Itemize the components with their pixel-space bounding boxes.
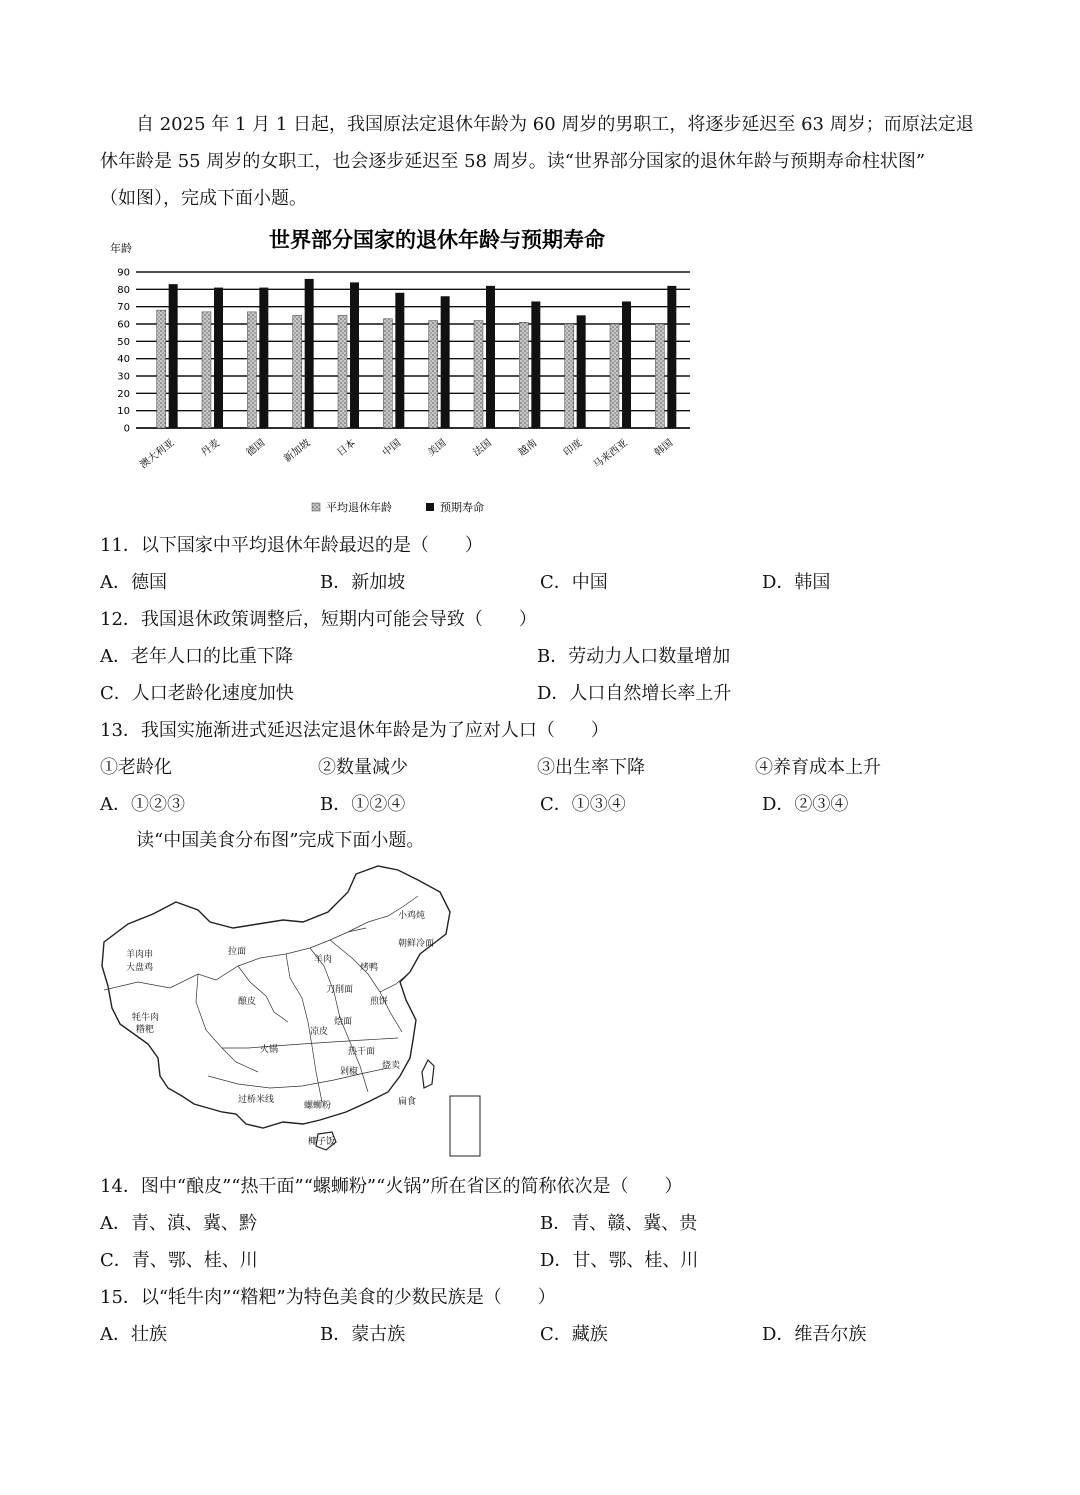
question-12-option-c[interactable]: C．人口老龄化速度加快	[100, 683, 294, 704]
question-11-option-d[interactable]: D．韩国	[762, 572, 831, 593]
bar-retirement-age	[429, 321, 438, 428]
intro-line-2: 休年龄是 55 周岁的女职工，也会逐步延迟至 58 周岁。读“世界部分国家的退休年龄与预期寿命柱状图”	[100, 151, 926, 172]
map-food-label: 拉面	[228, 947, 247, 957]
bar-life-expectancy	[350, 282, 359, 428]
legend-swatch-life-expectancy	[426, 503, 434, 511]
question-12-option-b[interactable]: B．劳动力人口数量增加	[537, 646, 731, 667]
chart-y-tick-label: 30	[117, 371, 130, 383]
bar-retirement-age	[519, 322, 528, 428]
bar-life-expectancy	[441, 296, 450, 428]
chart-x-tick-label: 德国	[244, 437, 268, 459]
question-13-stem: 13．我国实施渐进式延迟法定退休年龄是为了应对人口（ ）	[100, 720, 609, 741]
intro-line-3: （如图），完成下面小题。	[100, 188, 307, 209]
bar-retirement-age	[610, 324, 619, 428]
chart-x-tick-label: 日本	[335, 437, 358, 459]
question-11-option-c[interactable]: C．中国	[540, 572, 608, 593]
chart-x-tick-label: 美国	[425, 437, 449, 459]
chart-x-tick-label: 丹麦	[199, 437, 222, 459]
map-food-label: 火锅	[260, 1045, 279, 1055]
question-14-option-c[interactable]: C．青、鄂、桂、川	[100, 1250, 258, 1271]
question-12-option-a[interactable]: A．老年人口的比重下降	[100, 646, 293, 667]
chart-x-tick-label: 法国	[471, 437, 494, 459]
chart-y-tick-label: 60	[117, 319, 130, 331]
legend-label-life-expectancy: 预期寿命	[440, 501, 484, 514]
intro-line-1: 自 2025 年 1 月 1 日起，我国原法定退休年龄为 60 周岁的男职工，将逐步延迟至 63 周岁；而原法定退	[136, 114, 974, 135]
bar-retirement-age	[655, 324, 664, 428]
question-11-option-b[interactable]: B．新加坡	[320, 572, 406, 593]
question-13-item-2: ②数量减少	[318, 757, 408, 778]
question-14-option-b[interactable]: B．青、赣、冀、贵	[540, 1213, 698, 1234]
map-food-label: 小鸡炖	[398, 911, 426, 921]
question-14-option-a[interactable]: A．青、滇、冀、黔	[100, 1213, 257, 1234]
question-15-option-d[interactable]: D．维吾尔族	[762, 1324, 867, 1345]
bar-life-expectancy	[531, 301, 540, 428]
map-food-label: 煎饼	[370, 997, 389, 1007]
bar-retirement-age	[383, 319, 392, 428]
chart-title: 世界部分国家的退休年龄与预期寿命	[269, 228, 605, 252]
question-12-option-d[interactable]: D．人口自然增长率上升	[537, 683, 732, 704]
question-15-stem: 15．以“牦牛肉”“糌粑”为特色美食的少数民族是（ ）	[100, 1287, 556, 1308]
question-11-stem: 11．以下国家中平均退休年龄最迟的是（ ）	[100, 535, 483, 556]
question-13-option-b[interactable]: B．①②④	[320, 794, 406, 815]
chart-x-tick-label: 新加坡	[282, 437, 313, 465]
bar-retirement-age	[157, 310, 166, 428]
map-food-label: 凉皮	[310, 1027, 329, 1037]
chart-y-tick-label: 0	[123, 423, 130, 435]
map-intro: 读“中国美食分布图”完成下面小题。	[136, 830, 425, 851]
map-food-label: 烩面	[334, 1017, 353, 1027]
intro-paragraph	[100, 106, 990, 217]
retirement-age-chart	[100, 222, 710, 522]
map-food-label: 螺蛳粉	[304, 1101, 332, 1111]
map-food-label: 朝鲜冷面	[398, 939, 435, 949]
bar-retirement-age	[202, 312, 211, 428]
bar-life-expectancy	[667, 286, 676, 428]
chart-x-tick-label: 韩国	[652, 437, 676, 459]
map-food-label: 过桥米线	[238, 1095, 275, 1105]
question-14-option-d[interactable]: D．甘、鄂、桂、川	[540, 1250, 699, 1271]
legend-swatch-retirement-age	[312, 503, 320, 511]
bar-retirement-age	[474, 321, 483, 428]
bar-retirement-age	[247, 312, 256, 428]
chart-x-tick-label: 马来西亚	[591, 437, 630, 471]
question-13-option-a[interactable]: A．①②③	[100, 794, 185, 815]
bar-life-expectancy	[259, 288, 268, 428]
question-13-item-1: ①老龄化	[100, 757, 172, 778]
map-food-label: 烧卖	[382, 1061, 401, 1071]
map-food-label: 羊肉串	[126, 950, 154, 960]
china-outline	[102, 866, 450, 1128]
chart-y-axis-label: 年龄	[110, 242, 132, 255]
chart-y-tick-label: 40	[117, 354, 130, 366]
map-food-label: 羊肉	[314, 955, 333, 965]
map-food-label: 大盘鸡	[126, 963, 154, 973]
taiwan-island	[422, 1060, 434, 1088]
map-food-label: 剁椒	[340, 1067, 359, 1077]
map-food-label: 刀削面	[326, 985, 354, 995]
map-food-label: 糌粑	[136, 1025, 155, 1035]
question-13-option-d[interactable]: D．②③④	[762, 794, 849, 815]
bar-life-expectancy	[577, 315, 586, 428]
question-15-option-a[interactable]: A．壮族	[100, 1324, 167, 1345]
question-13-option-c[interactable]: C．①③④	[540, 794, 626, 815]
question-11-option-a[interactable]: A．德国	[100, 572, 167, 593]
chart-x-tick-label: 中国	[380, 437, 404, 459]
legend-label-retirement-age: 平均退休年龄	[326, 501, 392, 514]
map-food-label: 椰子饭	[308, 1137, 336, 1147]
bar-life-expectancy	[169, 284, 178, 428]
china-food-map	[98, 862, 488, 1162]
bar-retirement-age	[293, 315, 302, 428]
question-13-item-3: ③出生率下降	[537, 757, 645, 778]
map-food-label: 热干面	[348, 1047, 376, 1057]
bar-life-expectancy	[305, 279, 314, 428]
chart-x-tick-label: 印度	[561, 437, 585, 459]
map-food-label: 牦牛肉	[132, 1013, 160, 1023]
question-12-stem: 12．我国退休政策调整后，短期内可能会导致（ ）	[100, 609, 537, 630]
map-food-label: 酿皮	[238, 997, 257, 1007]
question-15-option-c[interactable]: C．藏族	[540, 1324, 608, 1345]
question-13-item-4: ④养育成本上升	[755, 757, 881, 778]
question-15-option-b[interactable]: B．蒙古族	[320, 1324, 406, 1345]
chart-y-tick-label: 70	[117, 302, 130, 314]
chart-y-tick-label: 50	[117, 336, 130, 348]
map-food-label: 扁食	[398, 1097, 417, 1107]
chart-x-tick-label: 越南	[516, 437, 540, 459]
bar-life-expectancy	[622, 301, 631, 428]
bar-life-expectancy	[486, 286, 495, 428]
chart-y-tick-label: 80	[117, 284, 130, 296]
chart-y-tick-label: 10	[117, 406, 130, 418]
map-food-label: 烤鸭	[360, 963, 379, 973]
bar-retirement-age	[338, 315, 347, 428]
chart-y-tick-label: 90	[117, 267, 130, 279]
chart-x-tick-label: 澳大利亚	[138, 437, 177, 471]
south-china-sea-inset	[450, 1096, 480, 1156]
bar-life-expectancy	[214, 288, 223, 428]
bar-retirement-age	[565, 324, 574, 428]
bar-life-expectancy	[395, 293, 404, 428]
chart-y-tick-label: 20	[117, 388, 130, 400]
question-14-stem: 14．图中“酿皮”“热干面”“螺蛳粉”“火锅”所在省区的简称依次是（ ）	[100, 1176, 683, 1197]
